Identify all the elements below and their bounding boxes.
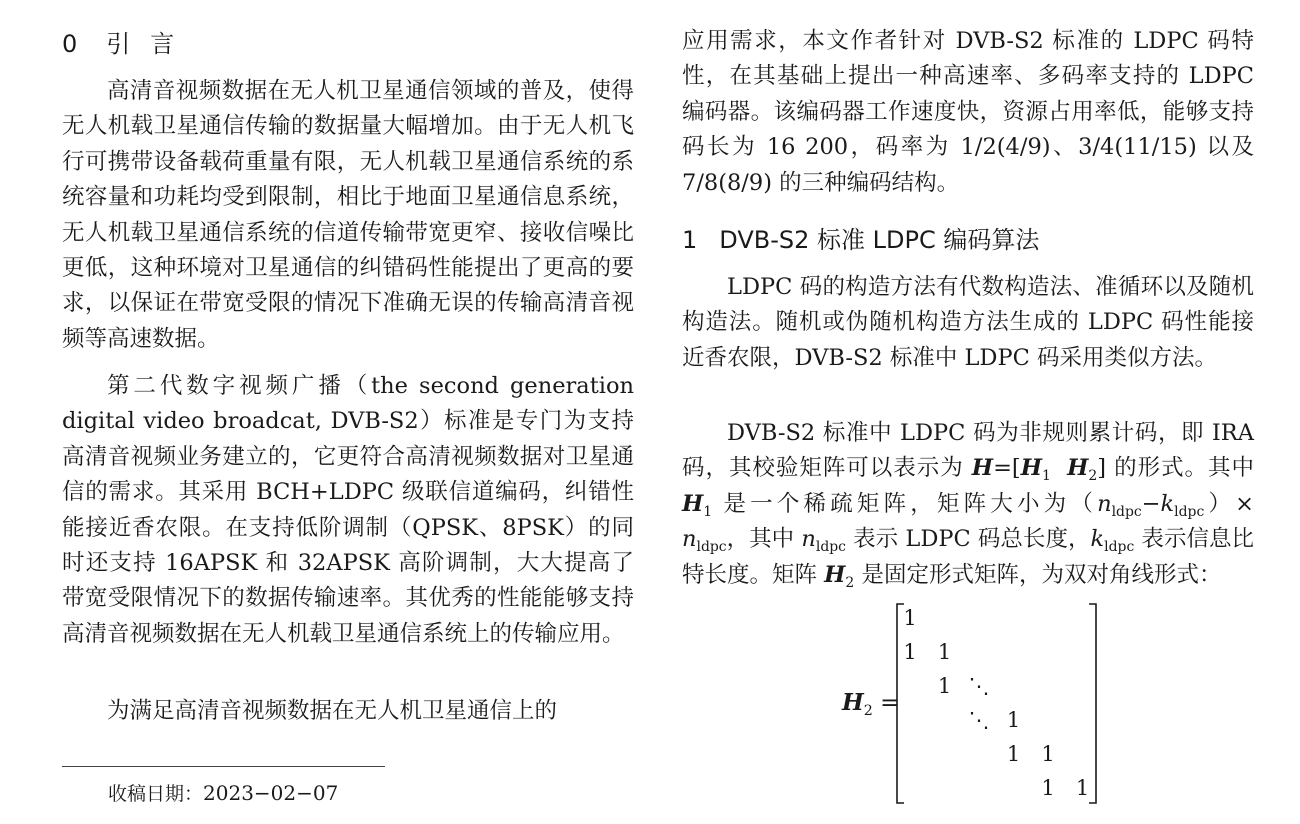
section-1-paragraph-2	[682, 416, 1254, 593]
text-run: ]	[1097, 455, 1107, 482]
section-1-paragraph-1: LDPC 码的构造方法有代数构造法、准循环以及随机构造法。随机或伪随机构造方法生成的 LDPC 码性能接近香农限，DVB-S2 标准中 LDPC 码采用类似方法。	[682, 274, 1254, 371]
matrix-entry: 1	[1006, 742, 1021, 766]
matrix-ellipsis: ⋱	[968, 708, 990, 732]
symbol-H1: H	[682, 490, 704, 517]
section-1-heading	[682, 224, 1039, 256]
section-0-heading	[62, 28, 194, 60]
matrix-right-bracket	[1089, 604, 1096, 803]
subscript: ldpc	[696, 539, 727, 556]
symbol-n: n	[1097, 490, 1112, 517]
footnote-date: 2023−02−07	[203, 781, 339, 805]
section-1-title: DVB-S2 标准 LDPC 编码算法	[719, 226, 1040, 254]
subscript: ldpc	[1111, 503, 1142, 520]
intro-paragraph-2: 第二代数字视频广播（the second generation digital video broadcat, DVB-S2）标准是专门为支持高清音视频业务建立的，它更符合高清视频数据对卫星通信的需求。其采用 BCH+LDPC 级联信道编码，纠错性能接近香农限。在支持低阶调制（QPSK、8PSK）的同时还支持 16APSK 和 32APSK 高阶调制，大大提高了带宽受限情况下的数据传输速率。其优秀的性能能够支持高清音视频数据在无人机载卫星通信系统上的传输应用。	[62, 373, 634, 647]
matrix-symbol-H: H	[842, 689, 864, 716]
matrix-equals: =	[872, 690, 900, 716]
text-run: 的形式。其中	[1106, 455, 1254, 482]
matrix-entry: 1	[1075, 776, 1090, 800]
intro-paragraph-3: 为满足高清音视频数据在无人机卫星通信上的	[107, 698, 558, 724]
text-run: ）×	[1204, 490, 1255, 517]
right-paragraph-continued: 应用需求，本文作者针对 DVB-S2 标准的 LDPC 码特性，在其基础上提出一种高速率、多码率支持的 LDPC 编码器。该编码器工作速度快，资源占用率低，能够支持码长为 16 200，码率为 1/2(4/9)、3/4(11/15) 以及 7/8(8/9) 的三种编码结构。	[682, 28, 1254, 196]
symbol-n: n	[801, 526, 816, 553]
subscript: 2	[845, 574, 855, 591]
matrix-entry: 1	[1041, 776, 1055, 800]
section-0-number: 0	[62, 30, 81, 58]
text-run: 是一个稀疏矩阵，矩阵大小为（	[712, 490, 1098, 517]
text-run: DVB-S2 标准中 LDPC 码为非规则累计码，即 IRA 码，其校验矩阵可以表示为	[682, 420, 1254, 482]
subscript: 1	[703, 503, 713, 520]
symbol-H1: H	[1020, 455, 1042, 482]
symbol-H2: H	[1067, 455, 1089, 482]
matrix-equation-label	[842, 688, 899, 718]
symbol-H: H	[971, 455, 994, 482]
matrix-entry: 1	[903, 640, 917, 664]
text-run: 表示信息比特长度。矩阵	[682, 526, 1255, 588]
matrix-entry: 1	[937, 674, 952, 698]
symbol-k: k	[1160, 490, 1175, 517]
subscript: 2	[1088, 468, 1098, 485]
subscript: ldpc	[1174, 503, 1205, 520]
matrix-entry: 1	[937, 640, 952, 664]
matrix-ellipsis: ⋱	[968, 674, 990, 698]
matrix-entry: 1	[903, 606, 917, 630]
text-run: 是固定形式矩阵，为双对角线形式：	[854, 561, 1222, 588]
matrix-entry: 1	[1006, 708, 1021, 732]
subscript: ldpc	[1104, 539, 1135, 556]
text-run: =[	[993, 455, 1021, 482]
footnote	[108, 778, 338, 809]
intro-paragraph-1: 高清音视频数据在无人机卫星通信领域的普及，使得无人机载卫星通信传输的数据量大幅增加。由于无人机飞行可携带设备载荷重量有限，无人机载卫星通信系统的系统容量和功耗均受到限制，相比于地面卫星通信息系统，无人机载卫星通信系统的信道传输带宽更窄、接收信噪比更低，这种环境对卫星通信的纠错码性能提出了更高的要求，以保证在带宽受限的情况下准确无误的传输高清音视频等高速数据。	[62, 78, 634, 352]
matrix-symbol-subscript: 2	[863, 702, 873, 719]
symbol-n: n	[682, 526, 697, 553]
text-run: −	[1141, 490, 1161, 517]
text-run: 表示 LDPC 码总长度，	[845, 526, 1091, 553]
matrix-entry: 1	[1041, 742, 1055, 766]
section-1-number: 1	[682, 226, 698, 254]
symbol-H2: H	[824, 561, 846, 588]
section-0-title: 引言	[106, 30, 195, 58]
subscript: 1	[1041, 468, 1051, 485]
text-run: ，其中	[726, 526, 802, 553]
matrix-cells	[903, 606, 1089, 800]
footnote-divider	[62, 766, 385, 767]
subscript: ldpc	[815, 539, 846, 556]
footnote-label: 收稿日期：	[108, 783, 204, 805]
symbol-k: k	[1090, 526, 1105, 553]
